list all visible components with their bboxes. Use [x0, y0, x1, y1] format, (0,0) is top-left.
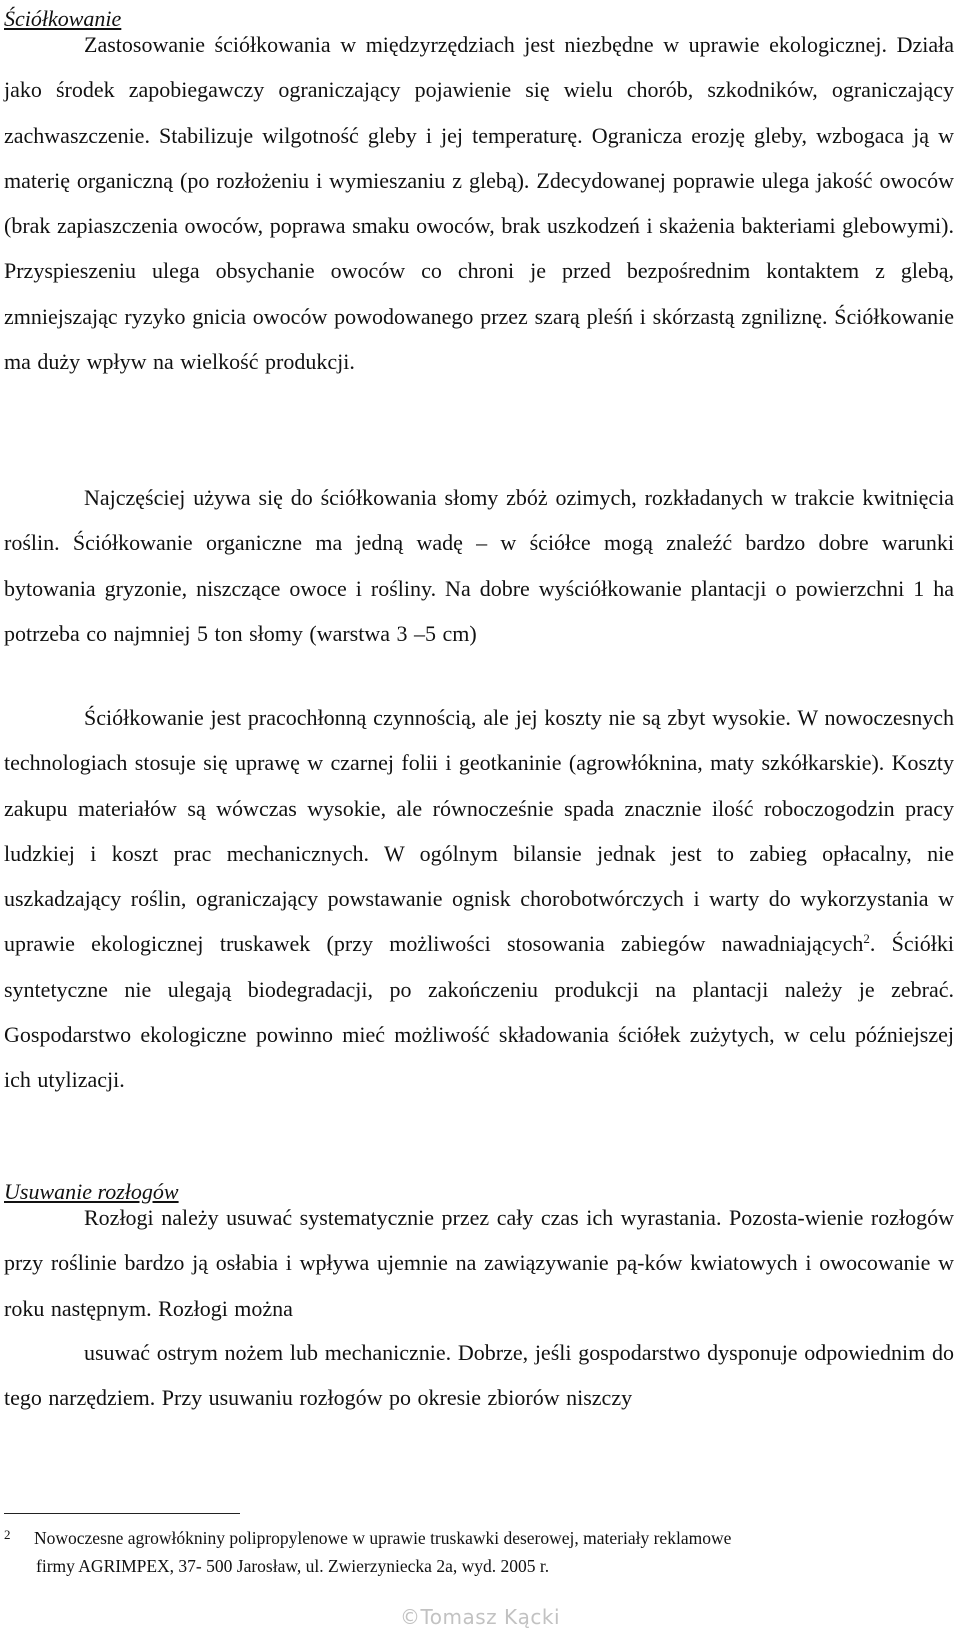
footnote-divider	[4, 1513, 240, 1514]
paragraph-mulching-3-text-b: . Ściółki syntetyczne nie ulegają biodegradacji, po zakończeniu produkcji na plantacji należy je zebrać. Gospodarstwo ekologiczne powinno mieć możliwość składowania ściółek zużytych, w celu późniejszej ich utylizacji.	[4, 931, 954, 1093]
section-heading-runner-removal: Usuwanie rozłogów	[4, 1179, 179, 1204]
paragraph-mulching-1: Zastosowanie ściółkowania w międzyrzędziach jest niezbędne w uprawie ekologicznej. Działa jako środek zapobiegawczy ograniczający pojawienie się wielu chorób, szkodników, ograniczający zachwaszczenie. Stabilizuje wilgotność gleby i jej temperaturę. Ogranicza erozję gleby, wzbogaca ją w materię organiczną (po rozłożeniu i wymieszaniu z glebą). Zdecydowanej poprawie ulega jakość owoców (brak zapiaszczenia owoców, poprawa smaku owoców, brak uszkodzeń i skażenia bakteriami glebowymi). Przyspieszeniu ulega obsychanie owoców co chroni je przed bezpośrednim kontaktem z glebą, zmniejszając ryzyko gnicia owoców powodowanego przez szarą pleśń i skórzastą zgniliznę. Ściółkowanie ma duży wpływ na wielkość produkcji.	[4, 32, 954, 375]
paragraph-mulching-3-text-a: Ściółkowanie jest pracochłonną czynnością, ale jej koszty nie są zbyt wysokie. W nowoczesnych technologiach stosuje się uprawę w czarnej folii i geotkaninie (agrowłóknina, maty szkółkarskie). Koszty zakupu materiałów są wówczas wysokie, ale równocześnie spada znacznie ilość roboczogodzin pracy ludzkiej i koszt prac mechanicznych. W ogólnym bilansie jednak jest to zabieg opłacalny, nie uszkadzający roślin, ograniczający powstawanie ognisk chorobotwórczych i warty do wykorzystania w uprawie ekologicznej truskawek (przy możliwości stosowania zabiegów nawadniających	[4, 705, 954, 957]
paragraph-mulching-2: Najczęściej używa się do ściółkowania słomy zbóż ozimych, rozkładanych w trakcie kwitnięcia roślin. Ściółkowanie organiczne ma jedną wadę – w ściółce mogą znaleźć bardzo dobre warunki bytowania gryzonie, niszczące owoce i rośliny. Na dobre wyściółkowanie plantacji o powierzchni 1 ha potrzeba co najmniej 5 ton słomy (warstwa 3 –5 cm)	[4, 485, 954, 646]
watermark: ©Tomasz Kącki	[399, 1605, 561, 1629]
footnote-reference: 2	[863, 931, 870, 947]
paragraph-mulching-3	[4, 695, 954, 1103]
footnote-number: 2	[4, 1527, 11, 1542]
paragraph-runners-1: Rozłogi należy usuwać systematycznie przez cały czas ich wyrastania. Pozosta-wienie rozłogów przy roślinie bardzo ją osłabia i wpływa ujemnie na zawiązywanie pą-ków kwiatowych i owocowanie w roku następnym. Rozłogi można	[4, 1205, 954, 1321]
section-heading-mulching: Ściółkowanie	[4, 6, 122, 31]
footnote-line-1: Nowoczesne agrowłókniny polipropylenowe w uprawie truskawki deserowej, materiały reklamowe	[34, 1528, 732, 1548]
footnote-line-2: firmy AGRIMPEX, 37- 500 Jarosław, ul. Zwierzyniecka 2a, wyd. 2005 r.	[36, 1556, 550, 1576]
paragraph-runners-2: usuwać ostrym nożem lub mechanicznie. Dobrze, jeśli gospodarstwo dysponuje odpowiednim do tego narzędziem. Przy usuwaniu rozłogów po okresie zbiorów niszczy	[4, 1340, 954, 1411]
footnote	[4, 1521, 934, 1580]
